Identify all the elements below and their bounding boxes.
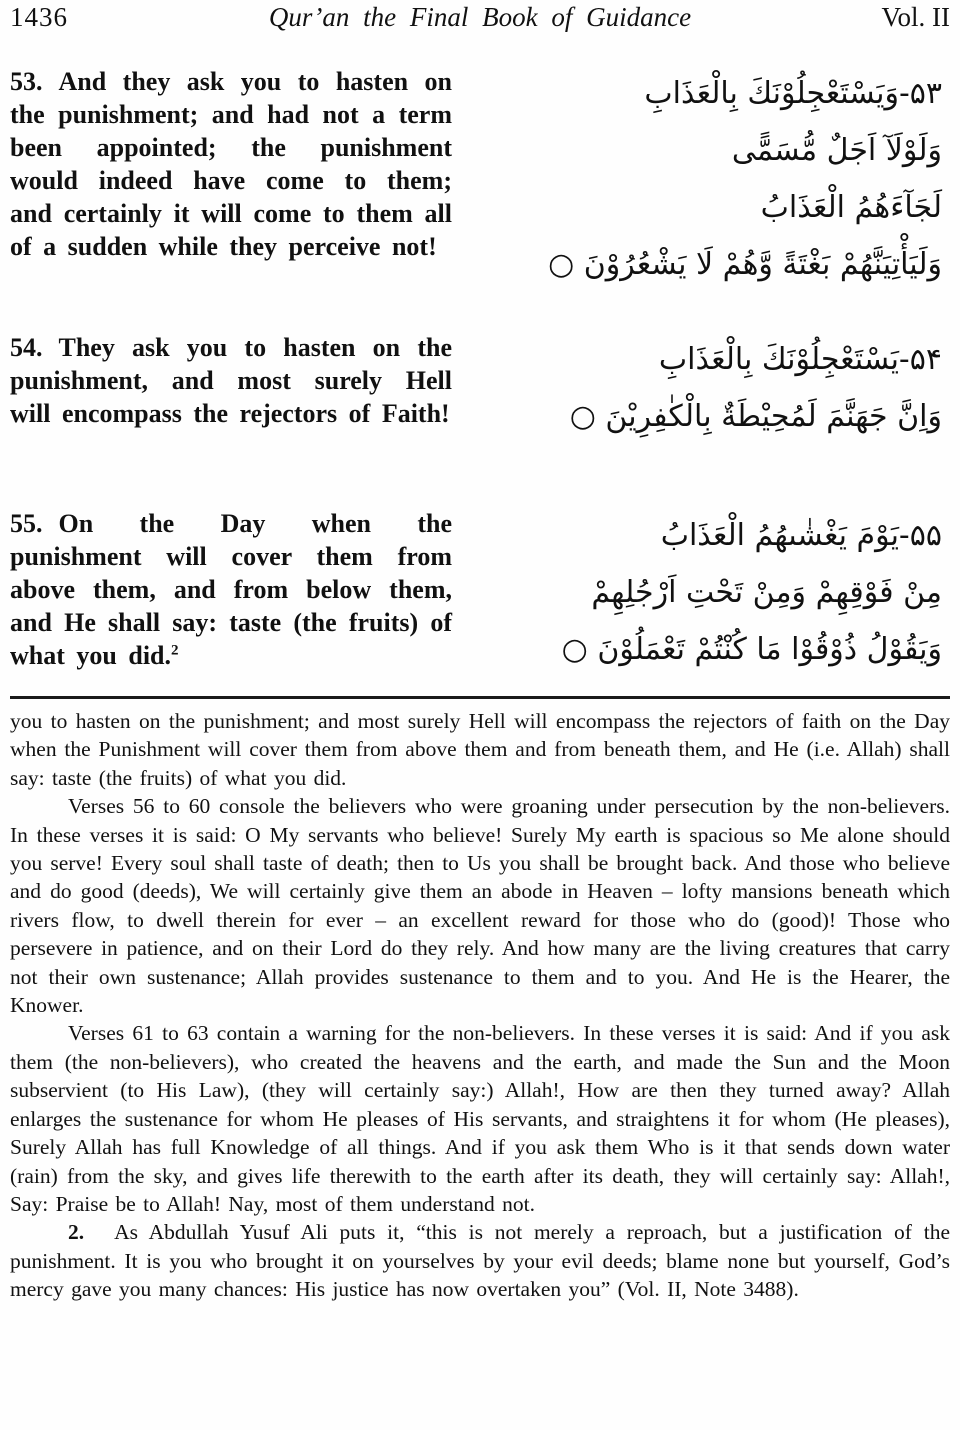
verse-54-number: 54.	[10, 333, 43, 362]
footnote-marker: 2	[171, 642, 179, 659]
verse-row-55	[10, 507, 950, 678]
page-number: 1436	[10, 2, 68, 32]
arabic-line: مِنْ فَوْقِهِمْ وَمِنْ تَحْتِ اَرْجُلِهِمْ	[591, 575, 942, 610]
commentary-paragraph: you to hasten on the punishment; and most surely Hell will encompass the rejectors of faith on the Day when the Punishment will cover them from above them and from beneath them, and He (i.e. Allah) shall say: taste (the fruits) of what you did.	[10, 709, 950, 790]
arabic-line: وَلَيَأْتِيَنَّهُمْ بَغْتَةً وَّهُمْ لَا يَشْعُرُوْنَ ○	[548, 247, 942, 282]
arabic-line: ۵۴-يَسْتَعْجِلُوْنَكَ بِالْعَذَابِ	[658, 342, 942, 377]
verse-row-54	[10, 331, 950, 445]
commentary-paragraph: Verses 56 to 60 console the believers who were groaning under persecution by the non-believers. In these verses it is said: O My servants who believe! Surely My earth is spacious so Me alone should you serve! Every soul shall taste of death; then to Us you shall be brought back. And those who believe and do good (deeds), We will certainly give them an abode in Heaven – lofty mansions beneath which rivers flow, to dwell therein for ever – an excellent reward for those who do (good)! Those who persevere in patience, and on their Lord do they rely. And how many are the living creatures that carry not their own sustenance; Allah provides sustenance to them and to you. And He is the Hearer, the Knower.	[10, 794, 950, 1018]
verse-55-english	[10, 507, 452, 672]
verse-55-arabic	[452, 507, 950, 678]
verse-53-english	[10, 65, 452, 263]
verse-55-text: On the Day when the punishment will cover them from above them, and from below them, and He shall say: taste (the fruits) of what you did.	[10, 509, 452, 670]
footnote-paragraph	[10, 1218, 950, 1303]
verse-53-arabic	[452, 65, 950, 293]
arabic-line: ۵۳-وَيَسْتَعْجِلُوْنَكَ بِالْعَذَابِ	[644, 76, 942, 111]
arabic-line: ۵۵-يَوْمَ يَغْشٰىهُمُ الْعَذَابُ	[660, 518, 942, 553]
arabic-line: لَجَآءَهُمُ الْعَذَابُ	[760, 190, 942, 225]
section-divider-rule	[10, 696, 950, 699]
commentary-section	[10, 707, 950, 1304]
verse-54-text: They ask you to hasten on the punishment, and most surely Hell will encompass the rejectors of Faith!	[10, 333, 452, 428]
arabic-line: وَلَوْلَآ اَجَلٌ مُّسَمًّى	[731, 133, 942, 168]
arabic-line: وَيَقُوْلُ ذُوْقُوْا مَا كُنْتُمْ تَعْمَلُوْنَ ○	[561, 632, 942, 667]
page-title: Qur’an the Final Book of Guidance	[268, 2, 692, 32]
verse-row-53	[10, 65, 950, 293]
footnote-number: 2.	[68, 1220, 85, 1245]
arabic-line: وَاِنَّ جَهَنَّمَ لَمُحِيْطَةٌ بِالْكٰفِرِيْنَ ○	[569, 399, 942, 434]
footnote-text: As Abdullah Yusuf Ali puts it, “this is not merely a reproach, but a justification of the punishment. It is you who brought it on yourselves by your evil deeds; blame none but yourself, God’s mercy gave you many chances: His justice has now overtaken you” (Vol. II, Note 3488).	[10, 1220, 950, 1302]
verse-55-number: 55.	[10, 509, 43, 538]
running-head	[10, 2, 950, 32]
verse-54-english	[10, 331, 452, 430]
commentary-paragraph: Verses 61 to 63 contain a warning for the non-believers. In these verses it is said: And if you ask them (the non-believers), who created the heavens and the earth, and made the Sun and the Moon subservient (to His Law), (they will certainly say:) Allah!, How are then they turned away? Allah enlarges the sustenance for whom He pleases of His servants, and straightens it for whom (He pleases), Surely Allah has full Knowledge of all things. And if you ask them Who is it that sends down water (rain) from the sky, and gives life therewith to the earth after its death, they will certainly say: Allah!, Say: Praise be to Allah! Nay, most of them understand not.	[10, 1021, 950, 1216]
verse-54-arabic	[452, 331, 950, 445]
verse-53-number: 53.	[10, 67, 43, 96]
verse-53-text: And they ask you to hasten on the punishment; and had not a term been appointed; the punishment would indeed have come to them; and certainly it will come to them all of a sudden while they perceive not!	[10, 67, 452, 261]
volume-label: Vol. II	[881, 2, 950, 32]
